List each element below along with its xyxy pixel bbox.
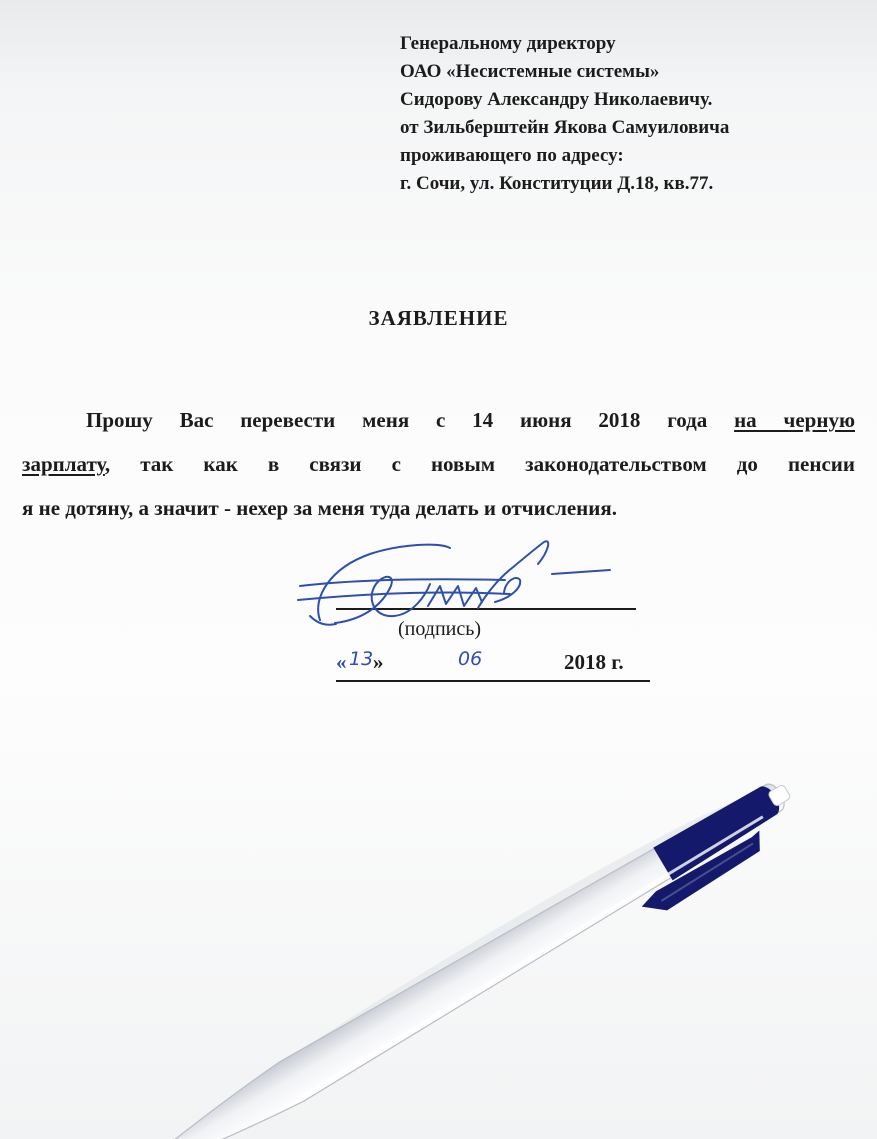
body-text-segment: , так как в связи с новым законодательством до пенсии bbox=[104, 452, 855, 476]
date-year: 2018 г. bbox=[564, 650, 624, 674]
signature-caption: (подпись) bbox=[398, 618, 482, 640]
pen-clip bbox=[639, 830, 771, 920]
date-line bbox=[336, 650, 650, 682]
pen-shadow bbox=[167, 776, 773, 1139]
addressee-line: от Зильберштейн Якова Самуиловича bbox=[400, 117, 730, 138]
addressee-block bbox=[400, 30, 729, 198]
pen-top-cap bbox=[653, 781, 786, 880]
handwritten-signature bbox=[290, 528, 630, 638]
pen-click-button bbox=[767, 784, 791, 807]
statement-body bbox=[22, 398, 855, 530]
body-text-segment: Прошу Вас перевести меня с 14 июня 2018 года bbox=[86, 408, 735, 432]
underlined-phrase: на черную bbox=[734, 408, 855, 432]
document-title: ЗАЯВЛЕНИЕ bbox=[368, 306, 509, 330]
date-day: 13 bbox=[349, 648, 374, 670]
pen-barrel bbox=[115, 774, 793, 1139]
body-line-3: я не дотяну, а значит - нехер за меня туда делать и отчисления. bbox=[22, 496, 617, 520]
addressee-line: г. Сочи, ул. Конституции Д.18, кв.77. bbox=[400, 173, 714, 194]
addressee-line: ОАО «Несистемные системы» bbox=[400, 61, 660, 82]
addressee-line: Генеральному директору bbox=[400, 33, 616, 54]
date-quote-open: « bbox=[336, 650, 347, 674]
addressee-line: проживающего по адресу: bbox=[400, 145, 624, 166]
underlined-phrase: зарплату bbox=[22, 452, 105, 476]
date-quote-close: » bbox=[373, 650, 384, 674]
body-line-2 bbox=[22, 442, 855, 486]
addressee-line: Сидорову Александру Николаевичу. bbox=[400, 89, 713, 110]
body-line-1 bbox=[22, 398, 855, 442]
date-month: 06 bbox=[458, 648, 483, 670]
